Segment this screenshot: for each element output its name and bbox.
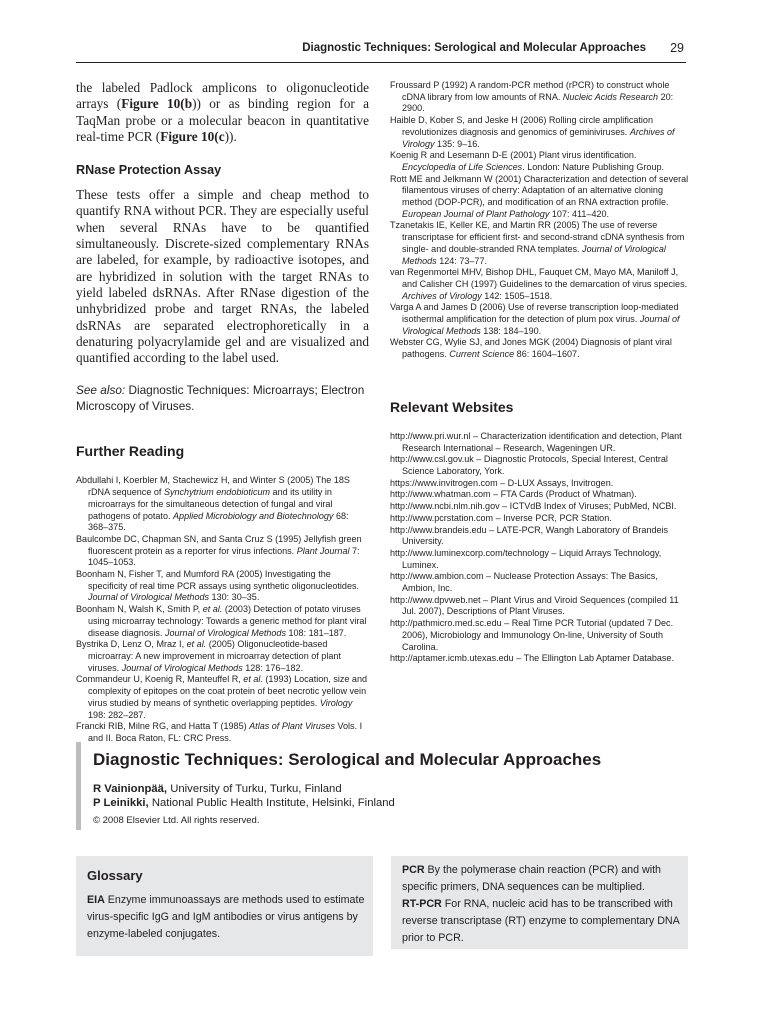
- reference-item: Bystrika D, Lenz O, Mraz I, et al. (2005) Oligonucleotide-based microarray: A new improvement in microarray detection of plant viruses. Journal of Virological Methods 128: 176–182.: [76, 639, 341, 673]
- reference-item: Abdullahi I, Koerbler M, Stachewicz H, and Winter S (2005) The 18S rDNA sequence of Synchytrium endobioticum and its utility in microarrays for the simultaneous detection of fungal and viral pathogens of potato. Applied Microbiology and Biotechnology 68: 368–375.: [76, 475, 350, 533]
- left-column: [76, 80, 369, 745]
- glossary-definition: For RNA, nucleic acid has to be transcribed with reverse transcriptase (RT) enzyme to complementary DNA prior to PCR.: [402, 898, 680, 944]
- website-item[interactable]: http://www.luminexcorp.com/technology – Liquid Arrays Technology, Luminex.: [390, 547, 662, 570]
- relevant-websites-heading: Relevant Websites: [390, 398, 514, 415]
- author-line: [93, 783, 342, 795]
- reference-item: Koenig R and Lesemann D-E (2001) Plant virus identification. Encyclopedia of Life Sciences. London: Nature Publishing Group.: [390, 150, 665, 172]
- website-item[interactable]: http://www.pcrstation.com – Inverse PCR, PCR Station.: [390, 512, 612, 523]
- glossary-term: RT-PCR: [402, 898, 442, 910]
- glossary-definition: Enzyme immunoassays are methods used to estimate virus-specific IgG and IgM antibodies or virus antigens by enzyme-labeled conjugates.: [87, 894, 365, 940]
- glossary-definition: By the polymerase chain reaction (PCR) and with specific primers, DNA sequences can be multiplied.: [402, 864, 661, 893]
- right-column: [390, 80, 690, 665]
- website-item[interactable]: https://www.invitrogen.com – D-LUX Assays, Invitrogen.: [390, 477, 614, 488]
- reference-item: Baulcombe DC, Chapman SN, and Santa Cruz S (1995) Jellyfish green fluorescent protein as a reporter for virus infections. Plant Journal 7: 1045–1053.: [76, 533, 362, 568]
- reference-item: Tzanetakis IE, Keller KE, and Martin RR (2005) The use of reverse transcriptase for efficient first- and second-strand cDNA synthesis from single- and double-stranded RNA templates. Journal of Virological Methods 124: 73–77.: [390, 220, 685, 266]
- reference-item: Froussard P (1992) A random-PCR method (rPCR) to construct whole cDNA library from low amounts of RNA. Nucleic Acids Research 20: 2900.: [390, 80, 674, 114]
- glossary-entry: [402, 896, 682, 947]
- reference-item: Varga A and James D (2006) Use of reverse transcription loop-mediated isothermal amplification for the detection of plum pox virus. Journal of Virological Methods 138: 184–190.: [390, 302, 680, 336]
- figure-reference[interactable]: Figure 10(c: [160, 128, 225, 144]
- further-reading-heading: Further Reading: [76, 443, 185, 460]
- author-affiliation: University of Turku, Turku, Finland: [167, 783, 342, 795]
- running-title: Diagnostic Techniques: Serological and Molecular Approaches: [302, 42, 646, 54]
- website-item[interactable]: http://www.whatman.com – FTA Cards (Product of Whatman).: [390, 489, 637, 500]
- glossary-box-left: [76, 856, 373, 956]
- websites-list: [390, 431, 690, 665]
- see-also: [76, 382, 369, 414]
- reference-item: Rott ME and Jelkmann W (2001) Characterization and detection of several filamentous viruses of cherry: Adaptation of an alternative cloning method (DOP-PCR), and modification of an RNA extraction profile. European Journal of Plant Pathology 107: 411–420.: [390, 173, 689, 219]
- article-header: [76, 742, 693, 830]
- article-title: Diagnostic Techniques: Serological and Molecular Approaches: [93, 750, 602, 769]
- reference-item: van Regenmortel MHV, Bishop DHL, Fauquet CM, Mayo MA, Maniloff J, and Calisher CH (1997) Guidelines to the demarcation of virus species. Archives of Virology 142: 1505–1518.: [390, 267, 688, 301]
- rnase-heading: RNase Protection Assay: [76, 163, 222, 178]
- glossary-entry: [87, 892, 365, 943]
- glossary-term: EIA: [87, 894, 105, 906]
- author-affiliation: National Public Health Institute, Helsinki, Finland: [148, 797, 395, 809]
- running-header: [76, 40, 686, 63]
- glossary-term: PCR: [402, 864, 425, 876]
- reference-item: Boonham N, Walsh K, Smith P, et al. (2003) Detection of potato viruses using microarray technology: Towards a generic method for plant viral disease diagnosis. Journal of Virological Methods 108: 181–187.: [76, 604, 367, 638]
- see-also-label: See also:: [76, 383, 126, 398]
- figure-reference[interactable]: Figure 10(b: [121, 96, 193, 112]
- website-item[interactable]: http://www.pri.wur.nl – Characterization identification and detection, Plant Research International – Research, Wageningen UR.: [390, 430, 682, 453]
- further-reading-list: [76, 475, 369, 744]
- glossary-title: Glossary: [87, 868, 143, 883]
- website-item[interactable]: http://www.brandeis.edu – LATE-PCR, Wangh Laboratory of Brandeis University.: [390, 524, 669, 547]
- author-name: R Vainionpää,: [93, 783, 168, 795]
- glossary-entry: [402, 862, 682, 896]
- author-name: P Leinikki,: [93, 797, 149, 809]
- intro-paragraph: the labeled Padlock amplicons to oligonucleotide arrays (Figure 10(b)) or as binding region for a TaqMan probe or a molecular beacon in quantitative real-time PCR (Figure 10(c)).: [76, 80, 369, 144]
- glossary-entries: [402, 862, 682, 947]
- website-item[interactable]: http://www.ambion.com – Nuclease Protection Assays: The Basics, Ambion, Inc.: [390, 571, 658, 594]
- see-also-links[interactable]: Diagnostic Techniques: Microarrays; Electron Microscopy of Viruses.: [76, 383, 365, 414]
- rnase-paragraph: These tests offer a simple and cheap method to quantify RNA without PCR. They are especially useful when several RNAs have to be quantified simultaneously. Discrete-sized complementary RNAs are labeled, for example, by radioactive isotopes, and are hybridized in solution with the target RNAs to yield labeled dsRNAs. After RNase digestion of the unhybridized probe and target RNAs, the labeled dsRNAs are separated electrophoretically in a denaturing polyacrylamide gel and are visualized and quantified according to the label used.: [76, 187, 369, 366]
- page-number: 29: [670, 41, 684, 55]
- reference-item: Commandeur U, Koenig R, Manteuffel R, et al. (1993) Location, size and complexity of epitopes on the coat protein of beet necrotic yellow vein virus studied by means of synthetic overlapping peptides. Virology 198: 282–287.: [76, 674, 368, 720]
- reference-item: Webster CG, Wylie SJ, and Jones MGK (2004) Diagnosis of plant viral pathogens. Current Science 86: 1604–1607.: [390, 337, 672, 360]
- website-item[interactable]: http://aptamer.icmb.utexas.edu – The Ellington Lab Aptamer Database.: [390, 653, 674, 664]
- copyright: © 2008 Elsevier Ltd. All rights reserved.: [93, 815, 260, 826]
- reference-item: Boonham N, Fisher T, and Mumford RA (2005) Investigating the specificity of real time PCR assays using synthetic oligonucleotides. Journal of Virological Methods 130: 30–35.: [76, 569, 360, 603]
- reference-item: Haible D, Kober S, and Jeske H (2006) Rolling circle amplification revolutionizes diagnosis and genomics of geminiviruses. Archives of Virology 135: 9–16.: [390, 115, 675, 149]
- reference-list: [390, 80, 690, 361]
- website-item[interactable]: http://www.dpvweb.net – Plant Virus and Viroid Sequences (compiled 11 Jul. 2007), Descriptions of Plant Viruses.: [390, 594, 679, 617]
- website-item[interactable]: http://pathmicro.med.sc.edu – Real Time PCR Tutorial (updated 7 Dec. 2006), Microbiology and Immunology On-line, University of South Carolina.: [390, 618, 674, 652]
- reference-item: Francki RIB, Milne RG, and Hatta T (1985) Atlas of Plant Viruses Vols. I and II. Boca Raton, FL: CRC Press.: [76, 721, 363, 743]
- website-item[interactable]: http://www.csl.gov.uk – Diagnostic Protocols, Special Interest, Central Science Laboratory, York.: [390, 454, 668, 476]
- website-item[interactable]: http://www.ncbi.nlm.nih.gov – ICTVdB Index of Viruses; PubMed, NCBI.: [390, 501, 677, 512]
- author-line: [93, 797, 395, 809]
- glossary-box-right: [391, 856, 688, 949]
